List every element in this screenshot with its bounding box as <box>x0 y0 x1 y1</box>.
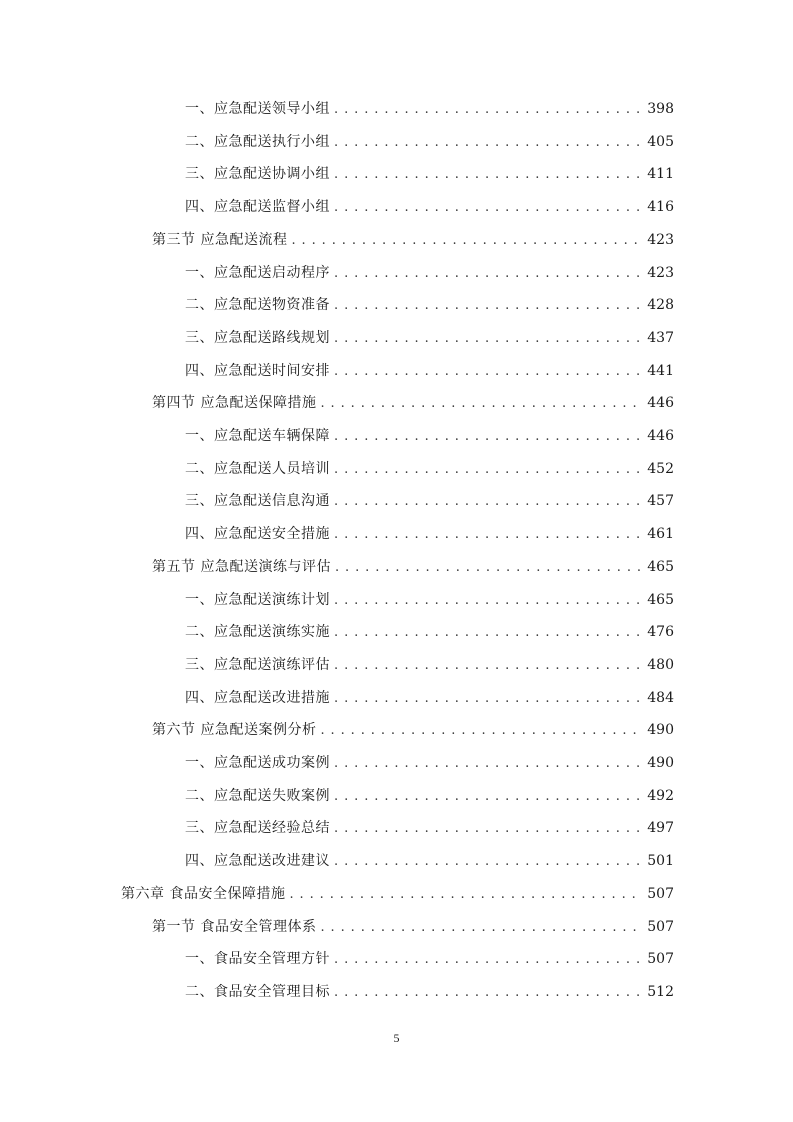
toc-entry[interactable] <box>152 719 674 741</box>
toc-entry[interactable] <box>185 687 674 709</box>
toc-entry-title: 一、应急配送成功案例 <box>185 755 330 771</box>
dot-leader <box>334 591 641 611</box>
toc-entry[interactable] <box>185 262 674 284</box>
toc-entry-page: 490 <box>647 722 674 739</box>
toc-entry-title: 四、应急配送改进建议 <box>185 853 330 870</box>
dot-leader <box>334 100 641 120</box>
toc-entry-page: 512 <box>647 983 674 1000</box>
toc-entry-title: 三、应急配送经验总结 <box>185 820 330 837</box>
toc-entry[interactable] <box>185 490 674 512</box>
dot-leader <box>334 623 641 643</box>
dot-leader <box>320 721 641 741</box>
toc-entry-page: 423 <box>647 231 674 248</box>
dot-leader <box>320 394 641 414</box>
toc-entry-title: 一、应急配送启动程序 <box>185 264 330 281</box>
toc-entry[interactable] <box>185 621 674 643</box>
toc-entry-page: 411 <box>647 166 674 183</box>
toc-entry-page: 490 <box>647 755 674 771</box>
toc-entry[interactable] <box>185 948 674 970</box>
page-number: 5 <box>393 1031 400 1045</box>
toc-entry-title: 二、应急配送失败案例 <box>185 787 330 804</box>
dot-leader <box>334 492 641 512</box>
toc-entry[interactable] <box>185 360 674 382</box>
toc-entry-page: 501 <box>647 853 674 870</box>
dot-leader <box>334 296 641 316</box>
toc-entry-title: 二、应急配送人员培训 <box>185 460 330 477</box>
toc-entry-page: 507 <box>647 951 674 968</box>
toc-entry-title: 三、应急配送路线规划 <box>185 329 330 346</box>
toc-entry-page: 416 <box>647 199 674 216</box>
toc-entry-page: 476 <box>647 624 674 641</box>
toc-entry-title: 四、应急配送监督小组 <box>185 199 330 216</box>
toc-entry-title: 第四节 应急配送保障措施 <box>152 395 317 412</box>
toc-entry-page: 480 <box>647 656 674 673</box>
toc-entry-page: 507 <box>647 918 674 935</box>
dot-leader <box>334 950 641 970</box>
dot-leader <box>334 460 641 480</box>
toc-entry-title: 第一节 食品安全管理体系 <box>152 918 317 935</box>
toc-entry-page: 405 <box>647 133 674 150</box>
toc-entry-title: 第六章 食品安全保障措施 <box>121 885 286 902</box>
dot-leader <box>334 264 641 284</box>
toc-entry-page: 452 <box>647 460 674 477</box>
toc-entry[interactable] <box>185 196 674 218</box>
toc-entry-page: 398 <box>647 101 674 117</box>
toc-entry-title: 一、食品安全管理方针 <box>185 951 330 968</box>
dot-leader <box>334 819 641 839</box>
dot-leader <box>334 427 641 447</box>
toc-entry-title: 三、应急配送协调小组 <box>185 166 330 183</box>
toc-entry[interactable] <box>185 163 674 185</box>
toc-entry-page: 457 <box>647 493 674 510</box>
dot-leader <box>334 133 641 153</box>
toc-entry-title: 二、应急配送执行小组 <box>185 133 330 150</box>
toc-entry-page: 446 <box>647 428 674 444</box>
toc-entry[interactable] <box>152 556 674 578</box>
toc-entry-page: 423 <box>647 264 674 281</box>
toc-entry[interactable] <box>121 883 674 905</box>
toc-entry[interactable] <box>185 850 674 872</box>
toc-entry-title: 第三节 应急配送流程 <box>152 231 288 248</box>
toc-entry-title: 四、应急配送安全措施 <box>185 526 330 543</box>
toc-entry[interactable] <box>152 229 674 251</box>
toc-entry[interactable] <box>152 916 674 938</box>
toc-entry-title: 二、食品安全管理目标 <box>185 983 330 1000</box>
toc-entry-page: 492 <box>647 787 674 804</box>
toc-entry[interactable] <box>152 392 674 414</box>
toc-entry-page: 441 <box>647 362 674 379</box>
toc-entry-title: 四、应急配送改进措施 <box>185 689 330 706</box>
toc-entry[interactable] <box>185 458 674 480</box>
toc-entry[interactable] <box>185 131 674 153</box>
toc-entry-page: 437 <box>647 329 674 346</box>
toc-entry-title: 三、应急配送信息沟通 <box>185 493 330 510</box>
toc-entry[interactable] <box>185 785 674 807</box>
dot-leader <box>334 689 641 709</box>
dot-leader <box>334 165 641 185</box>
toc-entry[interactable] <box>185 98 674 120</box>
dot-leader <box>334 754 641 774</box>
toc-entry[interactable] <box>185 981 674 1003</box>
toc-entry-page: 507 <box>647 885 674 902</box>
toc-entry-title: 第六节 应急配送案例分析 <box>152 722 317 739</box>
dot-leader <box>334 525 641 545</box>
toc-entry-title: 一、应急配送领导小组 <box>185 101 330 117</box>
toc-entry-page: 465 <box>647 558 674 575</box>
toc-entry-page: 428 <box>647 297 674 314</box>
toc-entry[interactable] <box>185 425 674 447</box>
dot-leader <box>334 329 641 349</box>
toc-entry-page: 461 <box>647 526 674 543</box>
toc-entry-page: 497 <box>647 820 674 837</box>
toc-entry[interactable] <box>185 589 674 611</box>
toc-entry[interactable] <box>185 523 674 545</box>
toc-entry-title: 一、应急配送演练计划 <box>185 591 330 608</box>
toc-entry[interactable] <box>185 654 674 676</box>
toc-entry-page: 484 <box>647 689 674 706</box>
dot-leader <box>334 983 641 1003</box>
toc-entry[interactable] <box>185 327 674 349</box>
dot-leader <box>334 852 641 872</box>
toc-entry-title: 第五节 应急配送演练与评估 <box>152 558 331 575</box>
toc-entry[interactable] <box>185 294 674 316</box>
dot-leader <box>334 362 641 382</box>
toc-entry-title: 一、应急配送车辆保障 <box>185 428 330 444</box>
dot-leader <box>289 885 641 905</box>
dot-leader <box>334 787 641 807</box>
toc-entry[interactable] <box>185 752 674 774</box>
toc-entry-title: 三、应急配送演练评估 <box>185 656 330 673</box>
toc-entry-page: 465 <box>647 591 674 608</box>
dot-leader <box>291 231 641 251</box>
toc-entry[interactable] <box>185 817 674 839</box>
toc-entry-title: 四、应急配送时间安排 <box>185 362 330 379</box>
dot-leader <box>335 558 641 578</box>
dot-leader <box>334 656 641 676</box>
toc-entry-page: 446 <box>647 395 674 412</box>
dot-leader <box>320 918 641 938</box>
dot-leader <box>334 198 641 218</box>
toc-entry-title: 二、应急配送物资准备 <box>185 297 330 314</box>
toc-entry-title: 二、应急配送演练实施 <box>185 624 330 641</box>
